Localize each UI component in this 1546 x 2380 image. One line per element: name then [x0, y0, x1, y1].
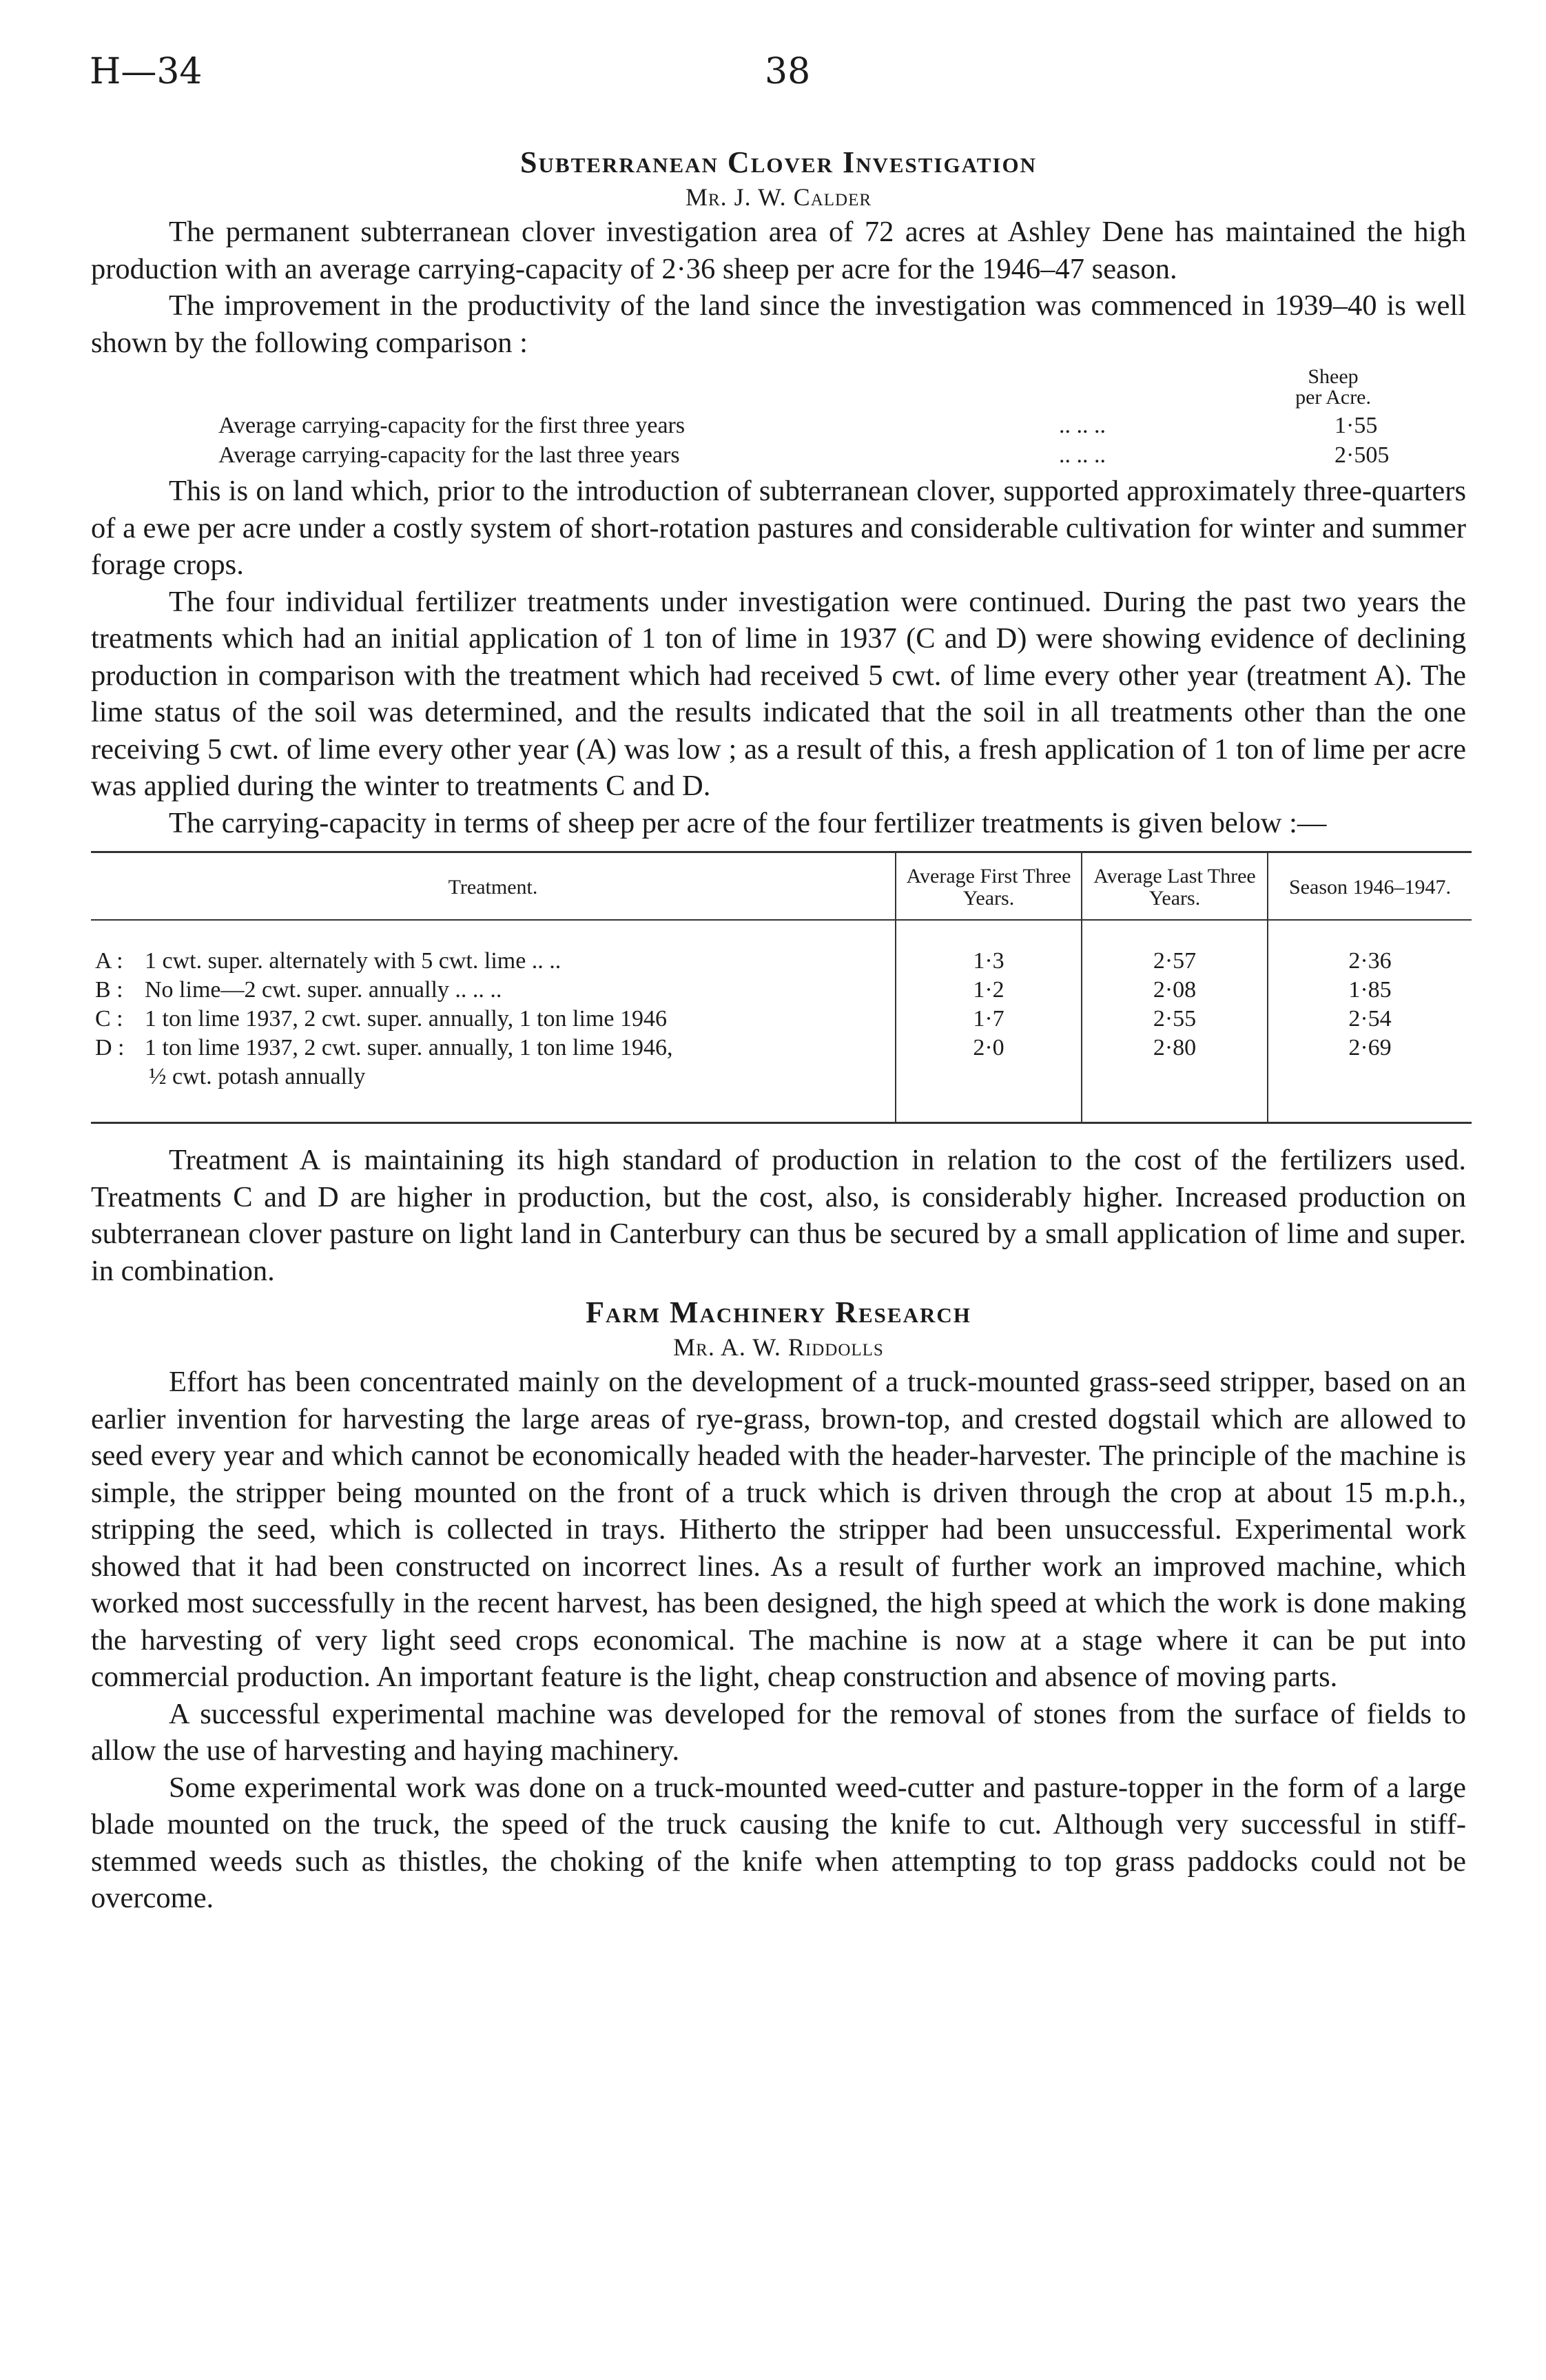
comparison-value: 1·55	[1334, 413, 1378, 438]
leader-dots: .. .. ..	[1059, 442, 1106, 468]
table-header-row	[91, 852, 1472, 921]
leader-dots: .. .. ..	[1059, 413, 1106, 438]
table-row	[91, 1005, 1472, 1034]
paragraph: The four individual fertilizer treatments under investigation were continued. During the past two years the treatments which had an initial application of 1 ton of lime in 1937 (C and D) were showing evidence of declining production in comparison with the treatment which had received 5 cwt. of lime every other year (treatment A). The lime status of the soil was determined, and the results indicated that the soil in all treatments other than the one receiving 5 cwt. of lime every other year (A) was low ; as a result of this, a fresh application of 1 ton of lime per acre was applied during the winter to treatments C and D.	[91, 585, 1466, 802]
treatment-cell	[91, 976, 896, 1005]
treatment-cell	[91, 1034, 896, 1123]
treatment-code: A :	[95, 948, 123, 974]
fertilizer-treatments-table	[91, 851, 1472, 1124]
paragraph: The permanent subterranean clover investigation area of 72 acres at Ashley Dene has maintained the high production with an average carrying-capacity of 2·36 sheep per acre for the 1946–47 season.	[91, 216, 1466, 285]
paragraph: This is on land which, prior to the introduction of subterranean clover, supported approximately three-quarters of a ewe per acre under a costly system of short-rotation pastures and considerable cultivation for winter and summer forage crops.	[91, 475, 1466, 581]
average-last-value: 2·55	[1082, 1005, 1268, 1034]
treatment-description: No lime—2 cwt. super. annually .. .. ..	[145, 977, 502, 1003]
paragraph: A successful experimental machine was developed for the removal of stones from the surface of fields to allow the use of harvesting and haying machinery.	[91, 1697, 1466, 1767]
average-first-value: 1·2	[896, 976, 1082, 1005]
treatment-description: 1 ton lime 1937, 2 cwt. super. annually, 1 ton lime 1946	[145, 1006, 667, 1032]
comparison-value: 2·505	[1334, 442, 1390, 468]
column-header-season: Season 1946–1947.	[1268, 852, 1472, 921]
section-author-calder: Mr. J. W. Calder	[685, 183, 872, 211]
comparison-row	[91, 440, 1466, 470]
section-author-riddolls: Mr. A. W. Riddolls	[673, 1333, 884, 1361]
season-value: 1·85	[1268, 976, 1472, 1005]
average-last-value: 2·80	[1082, 1034, 1268, 1123]
table-row	[91, 920, 1472, 976]
table-row	[91, 1034, 1472, 1123]
paragraph: Effort has been concentrated mainly on the development of a truck-mounted grass-seed stripper, based on an earlier invention for harvesting the large areas of rye-grass, brown-top, and crested dogstail which are allowed to seed every year and which cannot be economically headed with the header-harvester. The principle of the machine is simple, the stripper being mounted on the front of a truck which is driven through the crop at about 15 m.p.h., stripping the seed, which is collected in trays. Hitherto the stripper had been unsuccessful. Experimental work showed that it had been constructed on incorrect lines. As a result of further work an improved machine, which worked most successfully in the recent harvest, has been designed, the high speed at which the work is done making the harvesting of very light seed crops economical. The machine is now at a stage where it can be put into commercial production. An important feature is the light, cheap construction and absence of moving parts.	[91, 1366, 1466, 1693]
page-body	[91, 145, 1466, 1917]
treatment-description: 1 ton lime 1937, 2 cwt. super. annually, 1 ton lime 1946,	[145, 1035, 673, 1060]
page-number: 38	[765, 51, 811, 92]
treatment-code: C :	[95, 1006, 123, 1032]
season-value: 2·36	[1268, 920, 1472, 976]
document-code: H—34	[90, 51, 203, 92]
paragraph: The improvement in the productivity of the land since the investigation was commenced in 1939–40 is well shown by the following comparison :	[91, 289, 1466, 359]
treatment-description: 1 cwt. super. alternately with 5 cwt. lime .. ..	[145, 948, 561, 974]
column-header-average-last: Average Last Three Years.	[1082, 852, 1268, 921]
average-first-value: 2·0	[896, 1034, 1082, 1123]
carrying-capacity-comparison	[91, 362, 1466, 470]
season-value: 2·69	[1268, 1034, 1472, 1123]
paragraph: Some experimental work was done on a truck-mounted weed-cutter and pasture-topper in the form of a large blade mounted on the truck, the speed of the truck causing the knife to cut. Although very successful in stiff-stemmed weeds such as thistles, the choking of the knife when attempting to top grass paddocks could not be overcome.	[91, 1771, 1466, 1914]
average-first-value: 1·7	[896, 1005, 1082, 1034]
comparison-label: Average carrying-capacity for the last three years	[218, 442, 680, 468]
paragraph: The carrying-capacity in terms of sheep per acre of the four fertilizer treatments is given below :—	[169, 806, 1327, 839]
season-value: 2·54	[1268, 1005, 1472, 1034]
comparison-label: Average carrying-capacity for the first three years	[218, 413, 686, 438]
treatment-code: D :	[95, 1035, 125, 1060]
average-last-value: 2·57	[1082, 920, 1268, 976]
treatment-cell	[91, 920, 896, 976]
column-header-average-first: Average First Three Years.	[896, 852, 1082, 921]
treatment-cell	[91, 1005, 896, 1034]
section-title-subterranean-clover: Subterranean Clover Investigation	[520, 145, 1037, 179]
column-header-treatment: Treatment.	[91, 852, 896, 921]
average-first-value: 1·3	[896, 920, 1082, 976]
treatment-description-continued: ½ cwt. potash annually	[149, 1064, 366, 1089]
unit-line: per Acre.	[1295, 386, 1371, 409]
table-row	[91, 976, 1472, 1005]
paragraph: Treatment A is maintaining its high standard of production in relation to the cost of the fertilizers used. Treatments C and D are higher in production, but the cost, also, is considerably higher. Increased production on subterranean clover pasture on light land in Canterbury can thus be secured by a small application of lime and super. in combination.	[91, 1144, 1466, 1287]
comparison-row	[91, 411, 1466, 440]
unit-line: Sheep	[1308, 365, 1359, 388]
treatment-code: B :	[95, 977, 123, 1003]
section-title-farm-machinery: Farm Machinery Research	[586, 1295, 971, 1329]
average-last-value: 2·08	[1082, 976, 1268, 1005]
comparison-unit-label	[1295, 367, 1371, 408]
